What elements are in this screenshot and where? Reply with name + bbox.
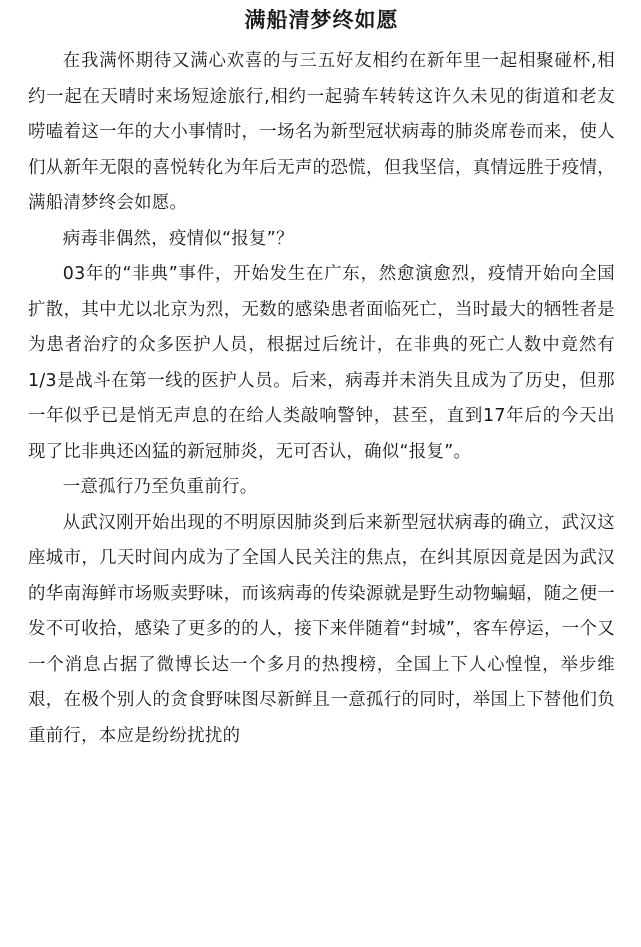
paragraph-sars: 03年的“非典”事件，开始发生在广东，然愈演愈烈，疫情开始向全国扩散，其中尤以北京为烈，无数的感染患者面临死亡，当时最大的牺牲者是为患者治疗的众多医护人员，根据过后统计，在非典的死亡人数中竟然有1/3是战斗在第一线的医护人员。后来，病毒并未消失且成为了历史，但那一年似乎已是悄无声息的在给人类敲响警钟，甚至，直到17年后的今天出现了比非典还凶猛的新冠肺炎，无可否认，确似“报复”。	[28, 264, 615, 462]
paragraph-wuhan: 从武汉刚开始出现的不明原因肺炎到后来新型冠状病毒的确立，武汉这座城市，几天时间内成为了全国人民关注的焦点，在纠其原因竟是因为武汉的华南海鲜市场贩卖野味，而该病毒的传染源就是野生动物蝙蝠，随之便一发不可收拾，感染了更多的的人，接下来伴随着“封城”，客车停运，一个又一个消息占据了微博长达一个多月的热搜榜，全国上下人心惶惶，举步维艰，在极个别人的贪食野味图尽新鲜且一意孤行的同时，举国上下替他们负重前行，本应是纷纷扰扰的	[28, 512, 615, 746]
paragraph-intro: 在我满怀期待又满心欢喜的与三五好友相约在新年里一起相聚碰杯,相约一起在天晴时来场短途旅行,相约一起骑车转转这许久未见的街道和老友唠嗑着这一年的大小事情时，一场名为新型冠状病毒的肺炎席卷而来，使人们从新年无限的喜悦转化为年后无声的恐慌，但我坚信，真情远胜于疫情，满船清梦终会如愿。	[28, 51, 615, 213]
section-heading-burden: 一意孤行乃至负重前行。	[62, 477, 258, 497]
section-heading-virus: 病毒非偶然，疫情似“报复”？	[62, 228, 294, 249]
document-title: 满船清梦终如愿	[244, 8, 399, 32]
